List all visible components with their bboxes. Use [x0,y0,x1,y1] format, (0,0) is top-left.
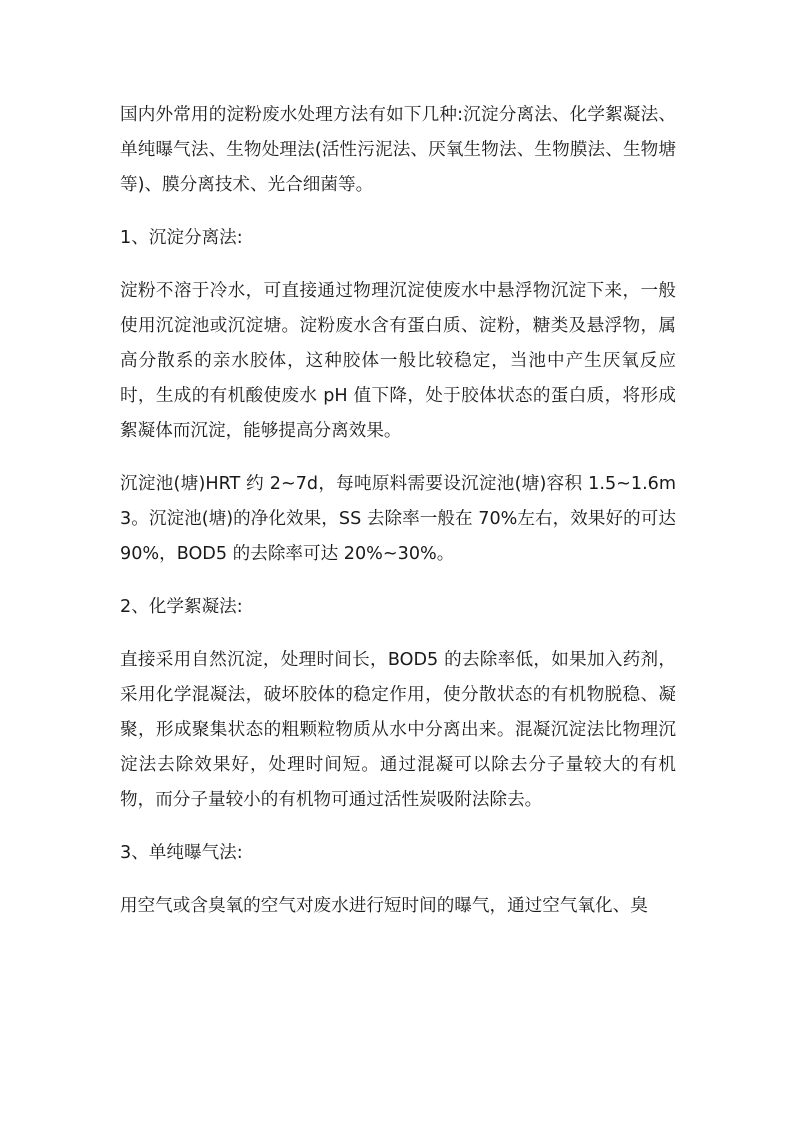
section-heading-flocculation: 2、化学絮凝法: [120,597,243,617]
section-heading-aeration: 3、单纯曝气法: [120,843,243,863]
section-heading-sedimentation: 1、沉淀分离法: [120,228,243,248]
flocculation-paragraph: 直接采用自然沉淀，处理时间长，BOD5 的去除率低，如果加入药剂，采用化学混凝法，破坏胶体的稳定作用，使分散状态的有机物脱稳、凝聚，形成聚集状态的粗颗粒物质从水中分离出来。混凝沉淀法比物理沉淀法去除效果好，处理时间短。通过混凝可以除去分子量较大的有机物，而分子量较小的有机物可通过活性炭吸附法除去。 [120,650,676,810]
document-body [120,98,676,942]
aeration-paragraph: 用空气或含臭氧的空气对废水进行短时间的曝气，通过空气氧化、臭 [120,896,648,916]
intro-paragraph: 国内外常用的淀粉废水处理方法有如下几种:沉淀分离法、化学絮凝法、单纯曝气法、生物处理法(活性污泥法、厌氧生物法、生物膜法、生物塘等)、膜分离技术、光合细菌等。 [120,105,676,195]
sedimentation-paragraph: 淀粉不溶于冷水，可直接通过物理沉淀使废水中悬浮物沉淀下来，一般使用沉淀池或沉淀塘。淀粉废水含有蛋白质、淀粉，糖类及悬浮物，属高分散系的亲水胶体，这种胶体一般比较稳定，当池中产生厌氧反应时，生成的有机酸使废水 pH 值下降，处于胶体状态的蛋白质，将形成絮凝体而沉淀，能够提高分离效果。 [120,281,676,441]
sedimentation-tank-paragraph: 沉淀池(塘)HRT 约 2~7d，每吨原料需要设沉淀池(塘)容积 1.5~1.6m3。沉淀池(塘)的净化效果，SS 去除率一般在 70%左右，效果好的可达 90%，BOD5 的去除率可达 20%~30%。 [120,474,676,564]
